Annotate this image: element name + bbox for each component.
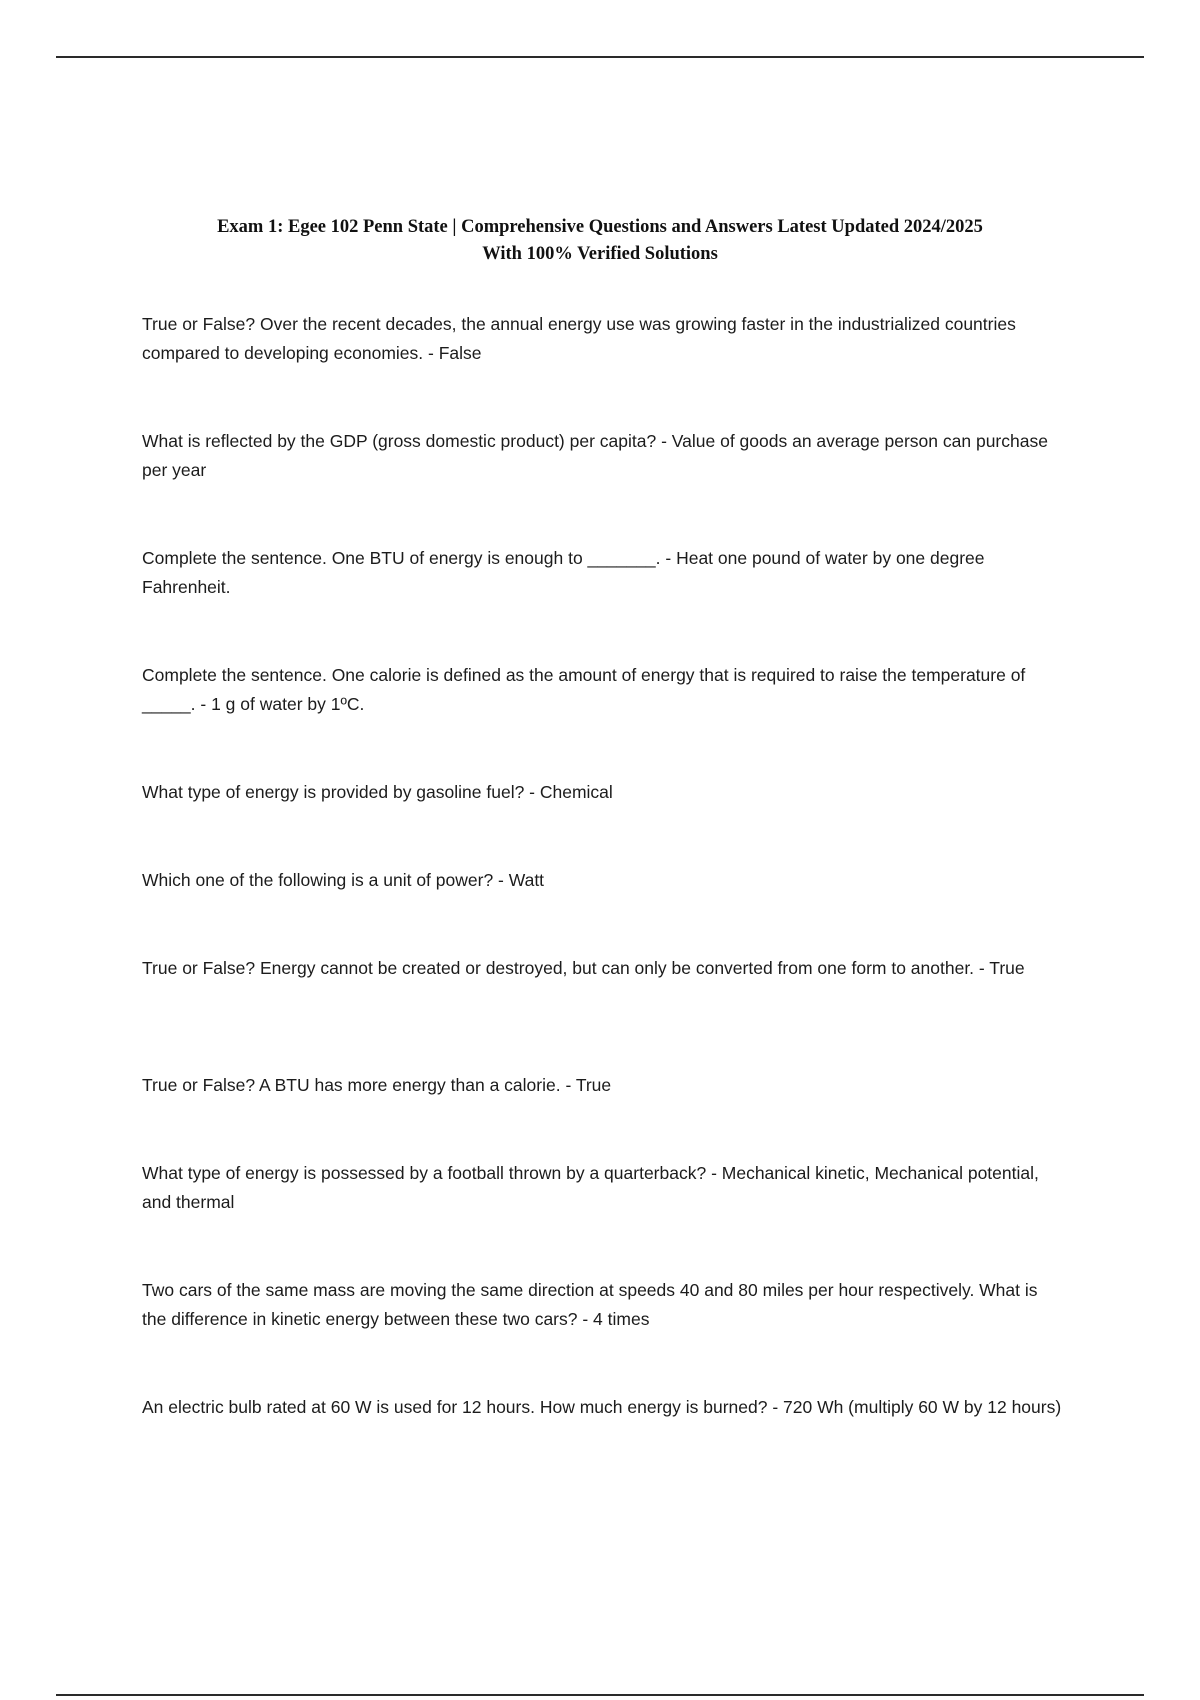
qa-item-5: What type of energy is provided by gasoline fuel? - Chemical [142,782,613,802]
qa-item-2: What is reflected by the GDP (gross domestic product) per capita? - Value of goods an average person can purchase per year [142,431,1048,480]
qa-item-7: True or False? Energy cannot be created or destroyed, but can only be converted from one form to another. - True [142,958,1025,978]
qa-item-4: Complete the sentence. One calorie is defined as the amount of energy that is required to raise the temperature of _____. - 1 g of water by 1ºC. [142,665,1026,714]
document-title [100,214,1100,268]
qa-item-9: What type of energy is possessed by a football thrown by a quarterback? - Mechanical kinetic, Mechanical potential, and thermal [142,1163,1039,1212]
qa-item-8: True or False? A BTU has more energy than a calorie. - True [142,1075,612,1095]
qa-item-1: True or False? Over the recent decades, the annual energy use was growing faster in the industrialized countries compared to developing economies. - False [142,314,1016,363]
qa-item-3: Complete the sentence. One BTU of energy is enough to _______. - Heat one pound of water by one degree Fahrenheit. [142,548,985,597]
title-line-1: Exam 1: Egee 102 Penn State | Comprehensive Questions and Answers Latest Updated 2024/2025 [217,217,983,237]
footer-rule [56,1694,1144,1696]
qa-item-10: Two cars of the same mass are moving the same direction at speeds 40 and 80 miles per hour respectively. What is the difference in kinetic energy between these two cars? - 4 times [142,1280,1038,1329]
qa-item-6: Which one of the following is a unit of power? - Watt [142,870,545,890]
header-rule [56,56,1144,58]
title-line-2: With 100% Verified Solutions [482,244,718,264]
qa-item-11: An electric bulb rated at 60 W is used for 12 hours. How much energy is burned? - 720 Wh (multiply 60 W by 12 hours) [142,1397,1062,1417]
